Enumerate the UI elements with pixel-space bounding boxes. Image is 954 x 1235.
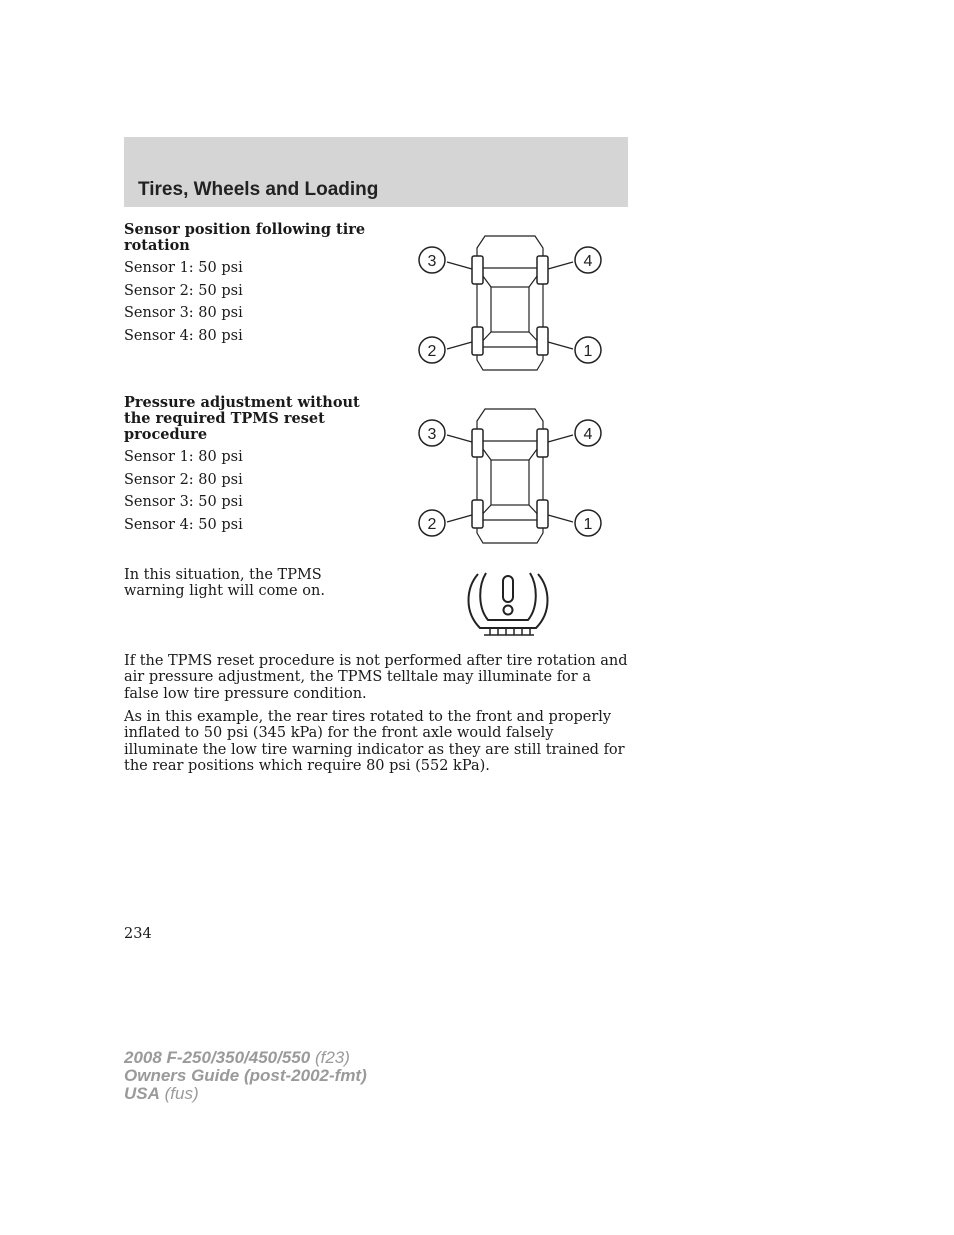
- sensor-line: Sensor 1: 80 psi: [124, 449, 243, 465]
- sensor-label-front-right: 4: [583, 253, 593, 270]
- sensor-line: Sensor 2: 80 psi: [124, 471, 243, 488]
- sensor-line: Sensor 3: 50 psi: [124, 494, 243, 510]
- vehicle-tire-diagram: [410, 232, 610, 377]
- page-number: 234: [124, 926, 152, 942]
- document-footer: [124, 1049, 367, 1103]
- body-paragraph: If the TPMS reset procedure is not performed after tire rotation and air pressure adjustment, the TPMS telltale may illuminate for a false low tire pressure condition.: [124, 653, 628, 702]
- sensor-label-front-left: 3: [427, 253, 437, 270]
- section-title: Tires, Wheels and Loading: [138, 179, 379, 200]
- tire-front-left: [472, 429, 483, 457]
- footer-guide: Owners Guide (post-2002-fmt): [124, 1066, 367, 1085]
- sensor-line: Sensor 4: 80 psi: [124, 327, 243, 344]
- tpms-warning-icon: [466, 568, 550, 640]
- footer-market: USA: [124, 1084, 160, 1103]
- vehicle-body-outline: [477, 409, 543, 543]
- tire-front-left: [472, 256, 483, 284]
- footer-market-code: (fus): [164, 1084, 199, 1103]
- tire-front-right: [537, 256, 548, 284]
- sensor-rotation-block: [124, 222, 384, 350]
- footer-model: 2008 F-250/350/450/550: [124, 1048, 311, 1067]
- pressure-adjustment-block: [124, 395, 384, 539]
- tire-rear-left: [472, 500, 483, 528]
- sensor-label-rear-right: 1: [583, 343, 593, 360]
- sensor-label-front-left: 3: [427, 426, 437, 443]
- cab-outline: [491, 460, 529, 505]
- sensor-line: Sensor 2: 50 psi: [124, 282, 243, 299]
- sensor-label-rear-left: 2: [427, 516, 437, 533]
- sensor-line: Sensor 4: 50 psi: [124, 516, 243, 533]
- warning-text: In this situation, the TPMS warning light will come on.: [124, 567, 325, 600]
- footer-model-code: (f23): [314, 1048, 350, 1067]
- sensor-line: Sensor 3: 80 psi: [124, 305, 243, 321]
- tire-front-right: [537, 429, 548, 457]
- cab-outline: [491, 287, 529, 332]
- sensor-label-rear-right: 1: [583, 516, 593, 533]
- tire-rear-left: [472, 327, 483, 355]
- section-header-band: [124, 137, 628, 207]
- pressure-adjustment-heading: Pressure adjustment without the required TPMS reset procedure: [124, 394, 360, 443]
- tire-rear-right: [537, 500, 548, 528]
- body-paragraph: As in this example, the rear tires rotated to the front and properly inflated to 50 psi (345 kPa) for the front axle would falsely illuminate the low tire warning indicator as they are still trained for the rear positions which require 80 psi (552 kPa).: [124, 709, 625, 774]
- sensor-line: Sensor 1: 50 psi: [124, 260, 243, 276]
- vehicle-tire-diagram: [410, 405, 610, 550]
- vehicle-body-outline: [477, 236, 543, 370]
- sensor-rotation-heading: Sensor position following tire rotation: [124, 221, 366, 254]
- tire-rear-right: [537, 327, 548, 355]
- sensor-label-front-right: 4: [583, 426, 593, 443]
- sensor-label-rear-left: 2: [427, 343, 437, 360]
